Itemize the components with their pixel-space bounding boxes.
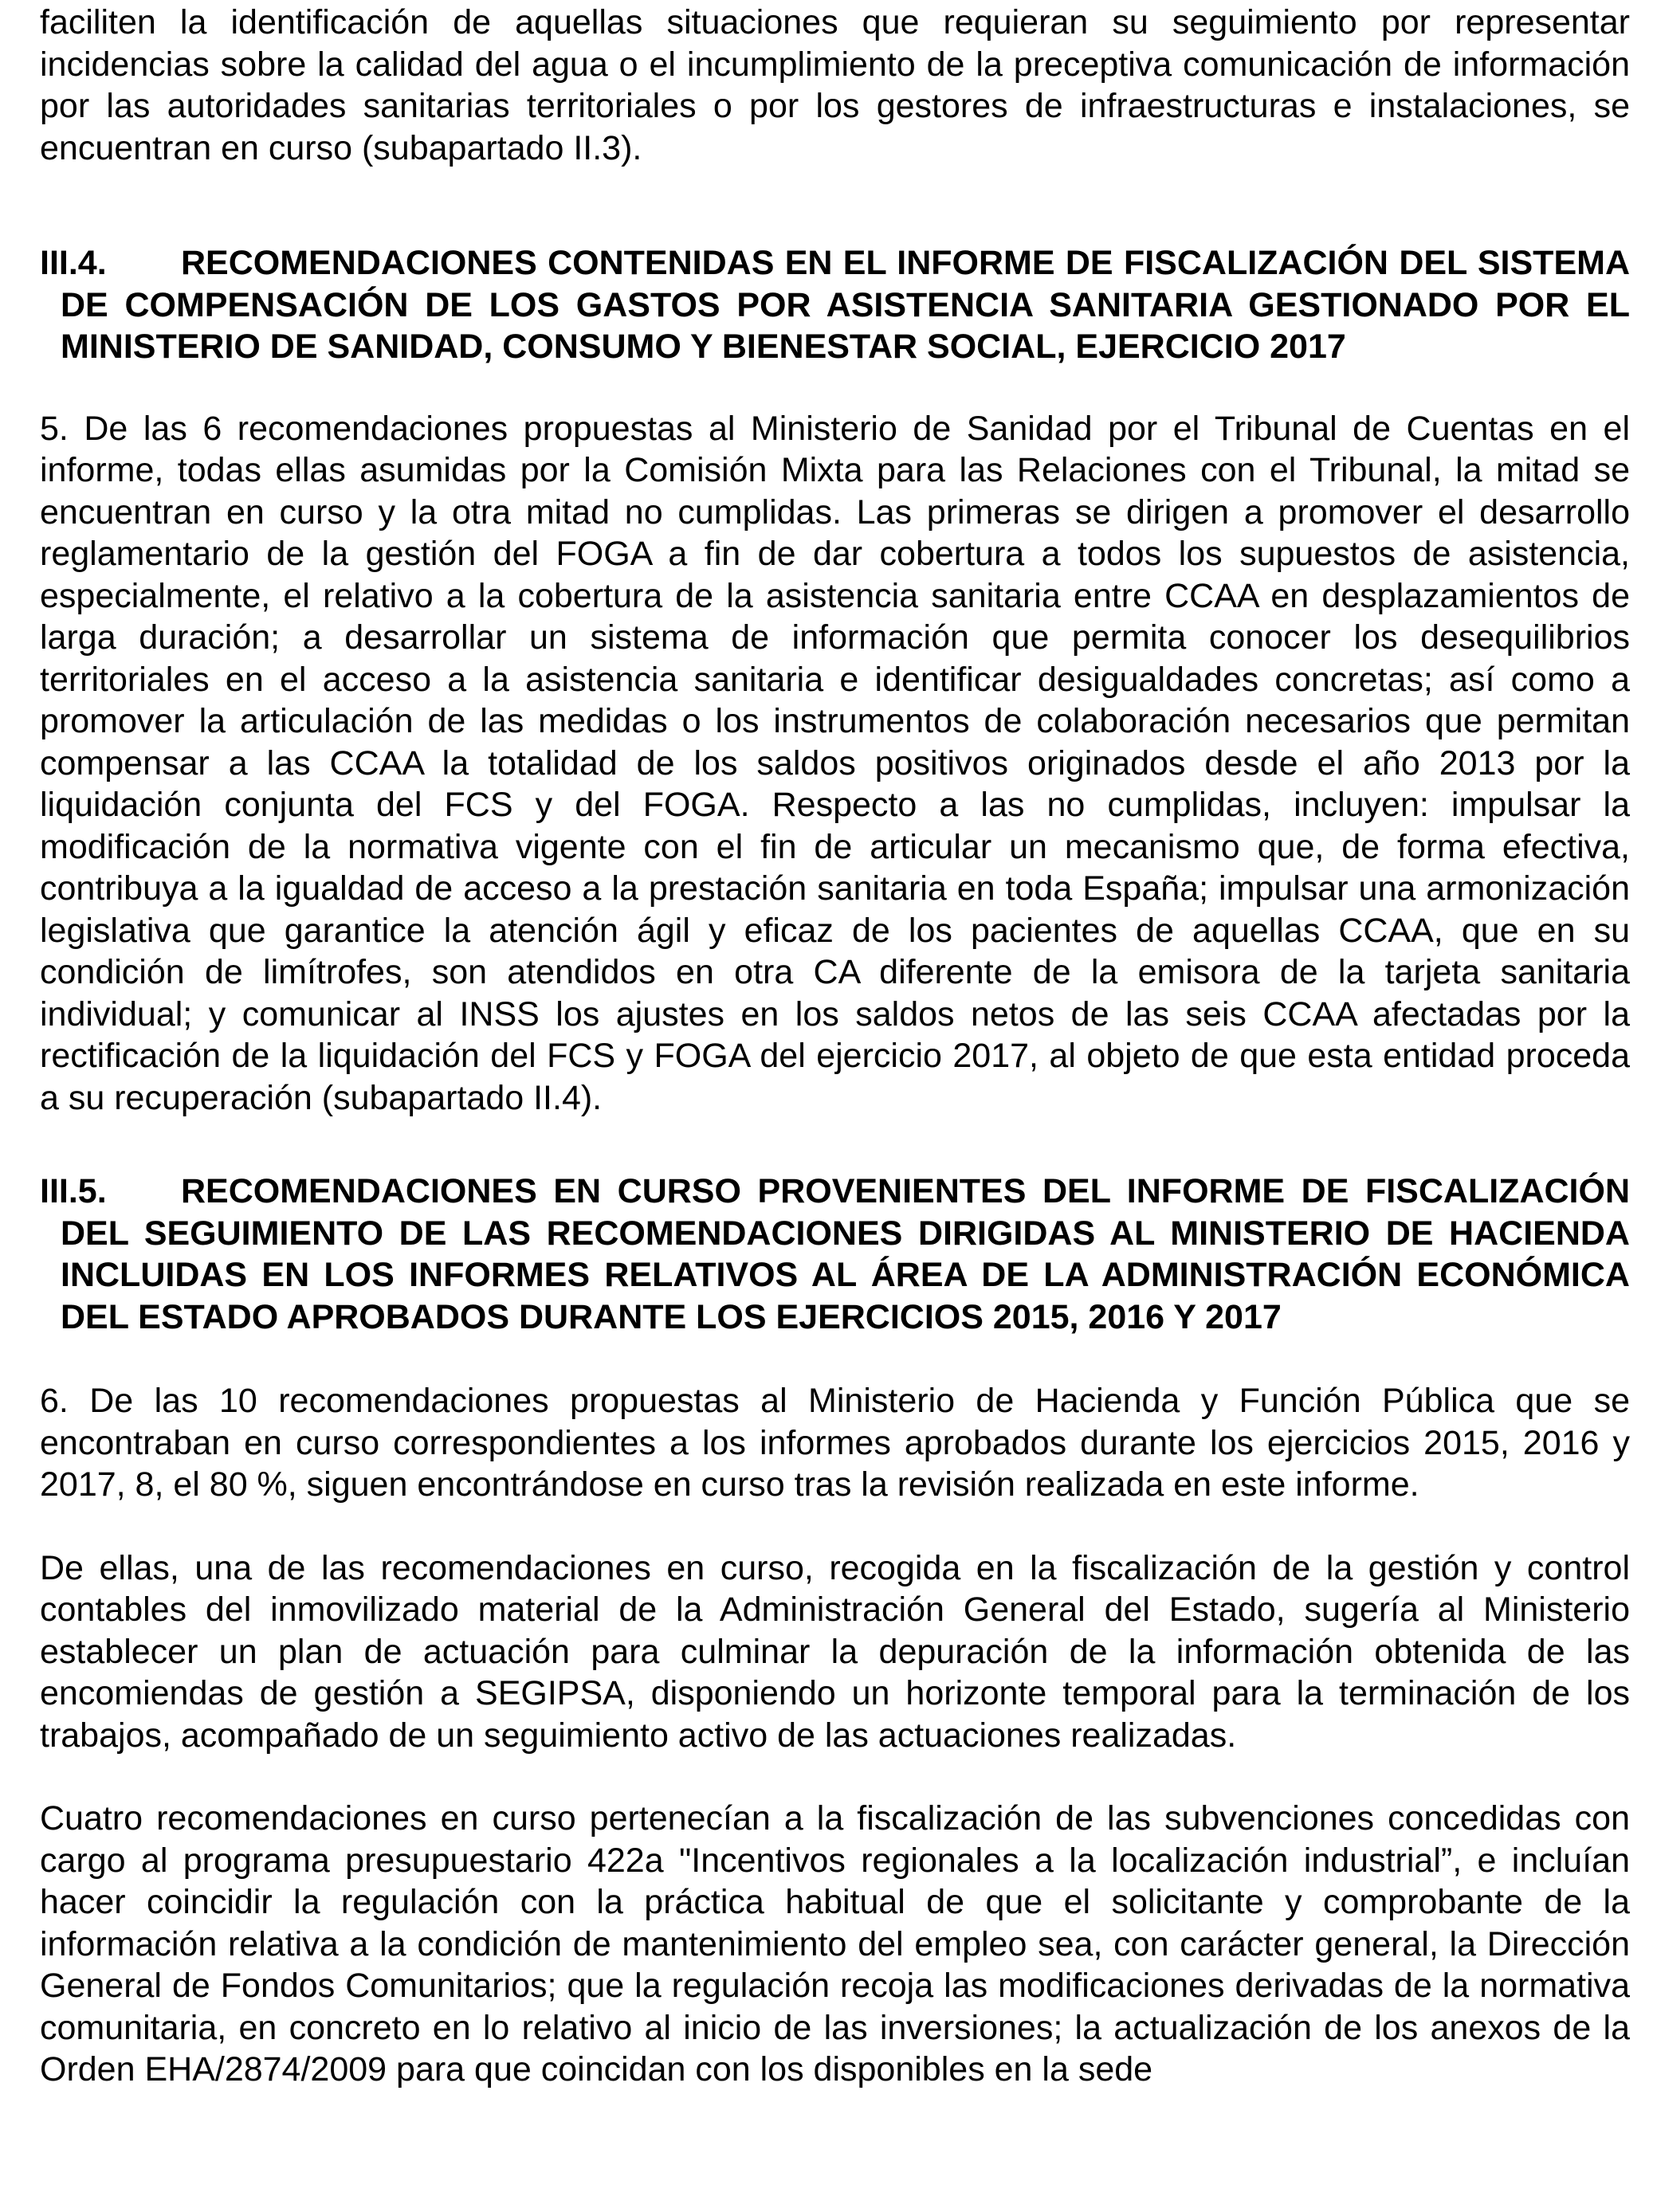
- paragraph-7: De ellas, una de las recomendaciones en curso, recogida en la fiscalización de la gestión y control contables del inmovilizado material de la Administración General del Estado, sugería al Ministerio establecer un plan de actuación para culminar la depuración de la información obtenida de las encomiendas de gestión a SEGIPSA, disponiendo un horizonte temporal para la terminación de los trabajos, acompañado de un seguimiento activo de las actuaciones realizadas.: [40, 1548, 1630, 1755]
- section-heading-iii4: [40, 242, 1630, 368]
- section-number-iii5: III.5.: [40, 1172, 107, 1210]
- section-title-iii4: RECOMENDACIONES CONTENIDAS EN EL INFORME DE FISCALIZACIÓN DEL SISTEMA DE COMPENSACIÓN DE LOS GASTOS POR ASISTENCIA SANITARIA GESTIONADO POR EL MINISTERIO DE SANIDAD, CONSUMO Y BIENESTAR SOCIAL, EJERCICIO 2017: [61, 244, 1630, 366]
- section-heading-iii5: [40, 1171, 1630, 1338]
- paragraph-6: 6. De las 10 recomendaciones propuestas al Ministerio de Hacienda y Función Pública que se encontraban en curso correspondientes a los informes aprobados durante los ejercicios 2015, 2016 y 2017, 8, el 80 %, siguen encontrándose en curso tras la revisión realizada en este informe.: [40, 1382, 1630, 1504]
- paragraph-5: 5. De las 6 recomendaciones propuestas al Ministerio de Sanidad por el Tribunal de Cuentas en el informe, todas ellas asumidas por la Comisión Mixta para las Relaciones con el Tribunal, la mitad se encuentran en curso y la otra mitad no cumplidas. Las primeras se dirigen a promover el desarrollo reglamentario de la gestión del FOGA a fin de dar cobertura a todos los supuestos de asistencia, especialmente, el relativo a la cobertura de la asistencia sanitaria entre CCAA en desplazamientos de larga duración; a desarrollar un sistema de información que permita conocer los desequilibrios territoriales en el acceso a la asistencia sanitaria e identificar desigualdades concretas; así como a promover la articulación de las medidas o los instrumentos de colaboración necesarios que permitan compensar a las CCAA la totalidad de los saldos positivos originados desde el año 2013 por la liquidación conjunta del FCS y del FOGA. Respecto a las no cumplidas, incluyen: impulsar la modificación de la normativa vigente con el fin de articular un mecanismo que, de forma efectiva, contribuya a la igualdad de acceso a la prestación sanitaria en toda España; impulsar una armonización legislativa que garantice la atención ágil y eficaz de los pacientes de aquellas CCAA, que en su condición de limítrofes, son atendidos en otra CA diferente de la emisora de la tarjeta sanitaria individual; y comunicar al INSS los ajustes en los saldos netos de las seis CCAA afectadas por la rectificación de la liquidación del FCS y FOGA del ejercicio 2017, al objeto de que esta entidad proceda a su recuperación (subapartado II.4).: [40, 409, 1630, 1117]
- section-number-iii4: III.4.: [40, 244, 107, 282]
- paragraph-8: Cuatro recomendaciones en curso pertenecían a la fiscalización de las subvenciones concedidas con cargo al programa presupuestario 422a "Incentivos regionales a la localización industrial”, e incluían hacer coincidir la regulación con la práctica habitual de que el solicitante y comprobante de la información relativa a la condición de mantenimiento del empleo sea, con carácter general, la Dirección General de Fondos Comunitarios; que la regulación recoja las modificaciones derivadas de la normativa comunitaria, en concreto en lo relativo al inicio de las inversiones; la actualización de los anexos de la Orden EHA/2874/2009 para que coincidan con los disponibles en la sede: [40, 1799, 1630, 2088]
- section-title-iii5: RECOMENDACIONES EN CURSO PROVENIENTES DEL INFORME DE FISCALIZACIÓN DEL SEGUIMIENTO DE LAS RECOMENDACIONES DIRIGIDAS AL MINISTERIO DE HACIENDA INCLUIDAS EN LOS INFORMES RELATIVOS AL ÁREA DE LA ADMINISTRACIÓN ECONÓMICA DEL ESTADO APROBADOS DURANTE LOS EJERCICIOS 2015, 2016 Y 2017: [61, 1172, 1630, 1336]
- paragraph-intro-continuation: faciliten la identificación de aquellas situaciones que requieran su seguimiento por representar incidencias sobre la calidad del agua o el incumplimiento de la preceptiva comunicación de información por las autoridades sanitarias territoriales o por los gestores de infraestructuras e instalaciones, se encuentran en curso (subapartado II.3).: [40, 3, 1630, 167]
